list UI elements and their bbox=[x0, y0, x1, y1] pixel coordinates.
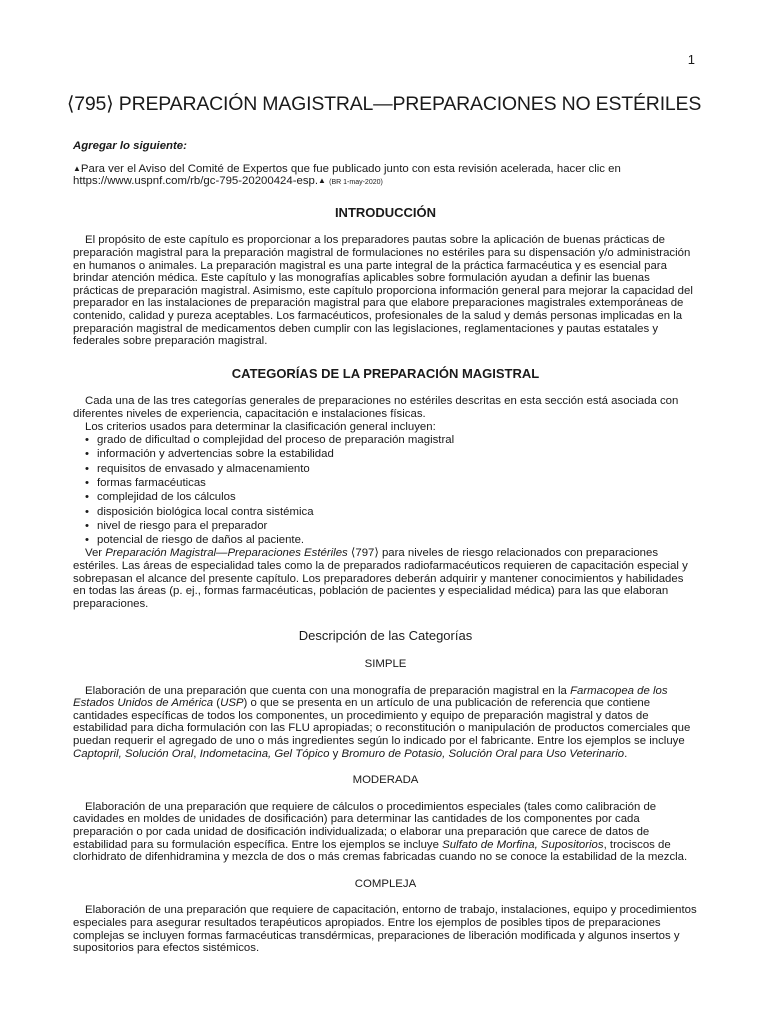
category-label-compleja: COMPLEJA bbox=[354, 877, 417, 890]
section-heading-categorias: CATEGORÍAS DE LA PREPARACIÓN MAGISTRAL bbox=[231, 365, 540, 381]
aviso-link-text[interactable]: Para ver el Aviso del Comité de Expertos que fue publicado junto con esta revisión acelerada, hacer clic en https://www.uspnf.com/rb/gc-795-20200424-esp. bbox=[73, 162, 621, 188]
ver-paragraph: Ver Preparación Magistral—Preparaciones Estériles ⟨797⟩ para niveles de riesgo relacionados con preparaciones estériles. Las áreas de especialidad tales como la de preparados radiofarmacéuticos requieren de capacitación especial y sobrepasan el alcance del presente capítulo. Los preparadores deberán adquirir y mantener conocimientos y habilidades en todas las áreas (p. ej., formas farmacéuticas, población de pacientes y especialidad médica) para las que elaboran preparaciones. bbox=[73, 547, 688, 610]
page-number: 1 bbox=[687, 52, 695, 67]
category-label-simple: SIMPLE bbox=[364, 658, 407, 671]
subsection-heading-descripcion: Descripción de las Categorías bbox=[298, 628, 473, 644]
list-item: • nivel de riesgo para el preparador bbox=[85, 519, 698, 533]
section-heading-introduccion: INTRODUCCIÓN bbox=[334, 204, 437, 220]
categorias-intro-paragraph: Cada una de las tres categorías generales de preparaciones no estériles descritas en esta sección está asociada con diferentes niveles de experiencia, capacitación e instalaciones físicas. bbox=[73, 395, 679, 420]
list-item: • complejidad de los cálculos bbox=[85, 490, 698, 504]
moderada-paragraph: Elaboración de una preparación que requiere de cálculos o procedimientos especiales (tales como calibración de cavidades en moldes de unidades de dosificación) para determinar las cantidades de los componentes por cada preparación o por cada unidad de dosificación individualizada; o elaborar una preparación que carece de datos de estabilidad para su formulación específica. Entre los ejemplos se incluye Sulfato de Morfina, Supositorios, trociscos de clorhidrato de difenhidramina y mezcla de dos o más cremas fabricadas cuando no se conoce la estabilidad de la mezcla. bbox=[73, 800, 688, 864]
simple-paragraph: Elaboración de una preparación que cuenta con una monografía de preparación magistral en la Farmacopea de los Estados Unidos de América (USP) o que se presenta en un artículo de una publicación de referencia que contiene cantidades específicas de todos los componentes, un procedimiento y equipo de preparación magistral y datos de estabilidad para dicha formulación con las FLU apropiadas; o reconstitución o manipulación de productos comerciales que puedan requerir el agregado de uno o más ingredientes según lo indicado por el fabricante. Entre los ejemplos se incluye Captopril, Solución Oral, Indometacina, Gel Tópico y Bromuro de Potasio, Solución Oral para Uso Veterinario. bbox=[73, 684, 691, 760]
revision-note: (BR 1-may-2020) bbox=[329, 179, 383, 187]
category-label-moderada: MODERADA bbox=[352, 774, 419, 787]
end-marker: ▲ bbox=[318, 176, 326, 186]
introduccion-paragraph: El propósito de este capítulo es proporcionar a los preparadores pautas sobre la aplicación de buenas prácticas de preparación magistral para la preparación magistral de formulaciones no estériles para su dispensación y/o administración en humanos o animales. La preparación magistral es una parte integral de la práctica farmacéutica y es esencial para brindar atención médica. Este capítulo y las monografías aplicables sobre formulación ayudan a definir las buenas prácticas de preparación magistral. Asimismo, este capítulo proporciona información general para mejorar la capacidad del preparador en las instalaciones de preparación magistral para que elabore preparaciones magistrales extemporáneas de contenido, calidad y pureza aceptables. Los farmacéuticos, profesionales de la salud y demás personas implicadas en la preparación magistral de medicamentos deben cumplir con las legislaciones, reglamentaciones y pautas estatales y federales sobre preparación magistral. bbox=[73, 234, 693, 348]
page-title: ⟨795⟩ PREPARACIÓN MAGISTRAL—PREPARACIONES NO ESTÉRILES bbox=[66, 93, 702, 115]
aviso-note bbox=[73, 163, 698, 190]
list-item: • requisitos de envasado y almacenamiento bbox=[85, 462, 698, 476]
list-item: • grado de dificultad o complejidad del proceso de preparación magistral bbox=[85, 433, 698, 447]
chapter-reference: Preparación Magistral—Preparaciones Estériles bbox=[105, 547, 348, 560]
list-item: • potencial de riesgo de daños al paciente. bbox=[85, 533, 698, 547]
agregar-label: Agregar lo siguiente: bbox=[73, 140, 187, 152]
start-marker: ▲ bbox=[73, 163, 81, 173]
criterios-list bbox=[85, 433, 698, 547]
document-body bbox=[73, 140, 698, 955]
list-item: • información y advertencias sobre la estabilidad bbox=[85, 447, 698, 461]
criterios-intro: Los criterios usados para determinar la clasificación general incluyen: bbox=[85, 420, 436, 433]
list-item: • disposición biológica local contra sistémica bbox=[85, 505, 698, 519]
list-item: • formas farmacéuticas bbox=[85, 476, 698, 490]
compleja-paragraph: Elaboración de una preparación que requiere de capacitación, entorno de trabajo, instalaciones, equipo y procedimientos especiales para asegurar resultados terapéuticos apropiados. Entre los ejemplos de posibles tipos de preparaciones complejas se incluyen formas farmacéuticas transdérmicas, preparaciones de liberación modificada y algunos insertos y supositorios para efectos sistémicos. bbox=[73, 904, 697, 955]
